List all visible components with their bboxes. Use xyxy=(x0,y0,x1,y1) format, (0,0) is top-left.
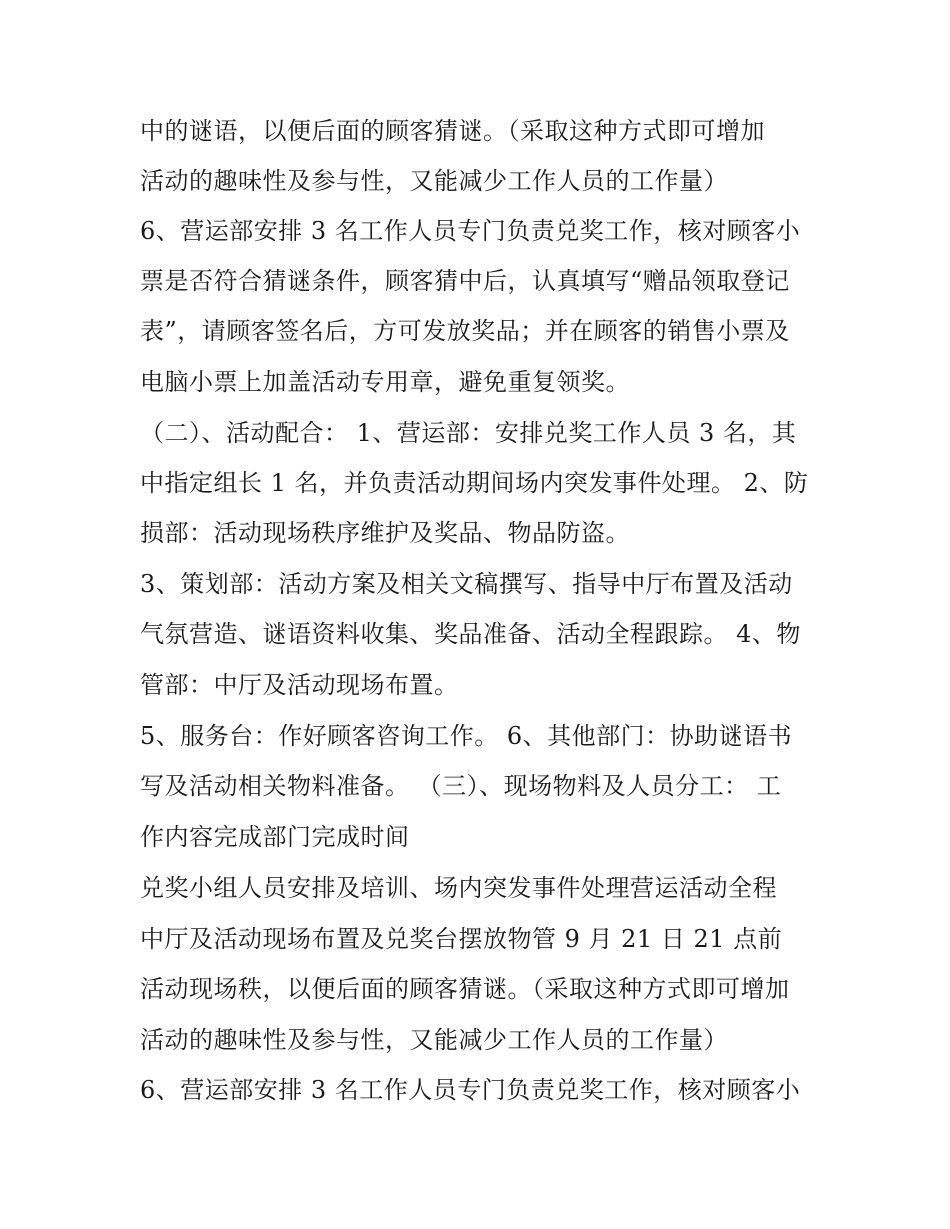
text-line-17: 中厅及活动现场布置及兑奖台摆放物管 9 月 21 日 21 点前 xyxy=(140,925,783,953)
text-line-6: 电脑小票上加盖活动专用章，避免重复领奖。 xyxy=(140,368,630,396)
text-line-19: 活动的趣味性及参与性，又能减少工作人员的工作量） xyxy=(140,1026,728,1054)
text-line-7: （二）、活动配合： 1、营运部：安排兑奖工作人员 3 名，其 xyxy=(140,419,797,447)
text-line-14: 写及活动相关物料准备。 （三）、现场物料及人员分工： 工 xyxy=(140,772,782,800)
text-line-15: 作内容完成部门完成时间 xyxy=(140,823,410,851)
text-line-16: 兑奖小组人员安排及培训、场内突发事件处理营运活动全程 xyxy=(140,874,777,902)
text-line-8: 中指定组长 1 名，并负责活动期间场内突发事件处理。 2、防 xyxy=(140,469,809,497)
text-line-9: 损部：活动现场秩序维护及奖品、物品防盗。 xyxy=(140,519,630,547)
text-line-5: 表”，请顾客签名后，方可发放奖品；并在顾客的销售小票及 xyxy=(140,317,790,345)
text-line-20: 6、营运部安排 3 名工作人员专门负责兑奖工作，核对顾客小 xyxy=(140,1076,801,1104)
text-line-4: 票是否符合猜谜条件，顾客猜中后，认真填写“赠品领取登记 xyxy=(140,267,790,295)
text-line-2: 活动的趣味性及参与性，又能减少工作人员的工作量） xyxy=(140,167,728,195)
text-line-18: 活动现场秩，以便后面的顾客猜谜。（采取这种方式即可增加 xyxy=(140,975,790,1003)
text-line-13: 5、服务台：作好顾客咨询工作。 6、其他部门：协助谜语书 xyxy=(140,722,793,750)
text-line-1: 中的谜语，以便后面的顾客猜谜。（采取这种方式即可增加 xyxy=(140,117,765,145)
text-line-12: 管部：中厅及活动现场布置。 xyxy=(140,671,459,699)
text-line-3: 6、营运部安排 3 名工作人员专门负责兑奖工作，核对顾客小 xyxy=(140,217,801,245)
text-line-11: 气氛营造、谜语资料收集、奖品准备、活动全程跟踪。 4、物 xyxy=(140,620,801,648)
text-line-10: 3、策划部：活动方案及相关文稿撰写、指导中厅布置及活动 xyxy=(140,570,793,598)
